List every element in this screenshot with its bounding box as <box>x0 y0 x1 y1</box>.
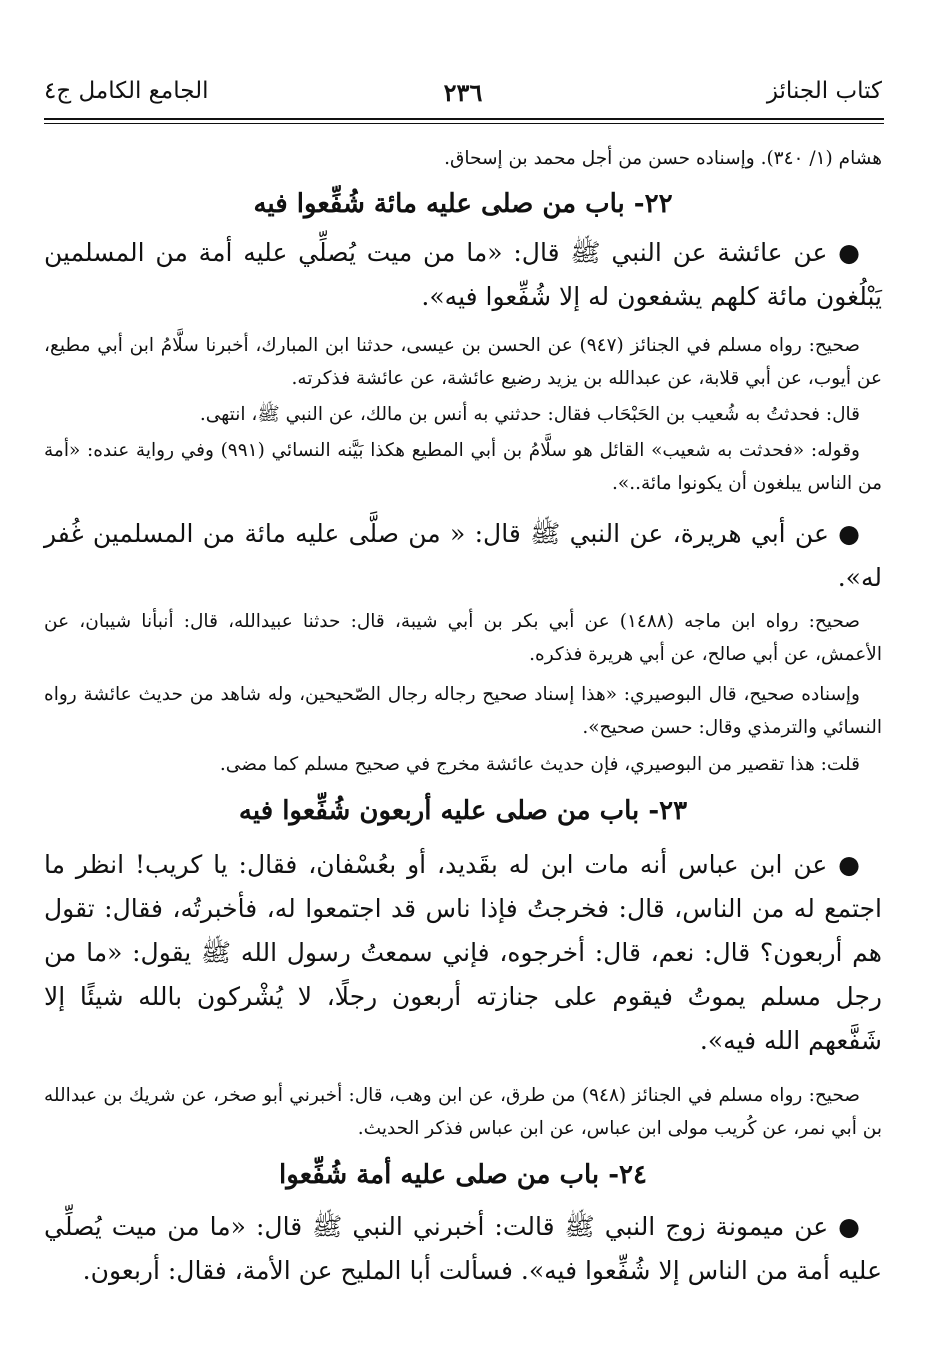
continuation-text: هشام (١/ ٣٤٠). وإسناده حسن من أجل محمد بن إسحاق. <box>444 148 882 169</box>
takhrij-note: صحيح: رواه مسلم في الجنائز (٩٤٧) عن الحسن بن عيسى، حدثنا ابن المبارك، أخبرنا سلَّامُ ابن أبي مطيع، عن أيوب، عن أبي قلابة، عن عبدالله بن يزيد رضيع عائشة، عن عائشة فذكرته. <box>44 335 882 389</box>
section-heading-22: ٢٢- باب من صلى عليه مائة شُفِّعوا فيه <box>253 189 673 219</box>
page-body <box>44 140 882 1293</box>
header-rule <box>44 118 884 120</box>
header-rule-thin <box>44 123 884 124</box>
book-title: الجامع الكامل ج٤ <box>44 78 209 104</box>
chapter-title: كتاب الجنائز <box>766 78 882 104</box>
hadith-text: ● عن ابن عباس أنه مات ابن له بقَديد، أو بعُسْفان، فقال: يا كريب! انظر ما اجتمع له من الناس، قال: فخرجتُ فإذا ناس قد اجتمعوا له، فأخبرتُه، فقال: تقول هم أربعون؟ قال: نعم، قال: أخرجوه، فإني سمعتُ رسول الله ﷺ يقول: «ما من رجل مسلم يموتُ فيقوم على جنازته أربعون رجلًا، لا يُشْركون بالله شيئًا إلا شَفَّعهم الله فيه». <box>44 850 882 1055</box>
takhrij-note: قال: فحدثتُ به شُعيب بن الحَبْحَاب فقال: حدثني به أنس بن مالك، عن النبي ﷺ، انتهى. <box>199 404 860 425</box>
takhrij-note: وإسناده صحيح، قال البوصيري: «هذا إسناد صحيح رجاله رجال الصّحيحين، وله شاهد من حديث عائشة رواه النسائي والترمذي وقال: حسن صحيح». <box>44 684 882 738</box>
hadith-text: ● عن أبي هريرة، عن النبي ﷺ قال: « من صلَّى عليه مائة من المسلمين غُفر له». <box>44 519 882 592</box>
section-heading-24: ٢٤- باب من صلى عليه أمة شُفِّعوا <box>279 1160 647 1190</box>
hadith-text: ● عن عائشة عن النبي ﷺ قال: «ما من ميت يُصلِّي عليه أمة من المسلمين يَبْلُغون مائة كلهم يشفعون له إلا شُفِّعوا فيه». <box>44 238 882 311</box>
page-number: ٢٣٦ <box>443 78 483 107</box>
hadith-text: ● عن ميمونة زوج النبي ﷺ قالت: أخبرني النبي ﷺ قال: «ما من ميت يُصلِّي عليه أمة من الناس إلا شُفِّعوا فيه». فسألت أبا المليح عن الأمة، فقال: أربعون. <box>44 1212 882 1285</box>
takhrij-note: صحيح: رواه مسلم في الجنائز (٩٤٨) من طرق، عن ابن وهب، قال: أخبرني أبو صخر، عن شريك بن عبدالله بن أبي نمر، عن كُريب مولى ابن عباس، عن ابن عباس فذكر الحديث. <box>44 1085 882 1139</box>
page-header <box>44 72 882 112</box>
section-heading-23: ٢٣- باب من صلى عليه أربعون شُفِّعوا فيه <box>238 796 688 826</box>
takhrij-note: قلت: هذا تقصير من البوصيري، فإن حديث عائشة مخرج في صحيح مسلم كما مضى. <box>219 754 860 775</box>
takhrij-note: صحيح: رواه ابن ماجه (١٤٨٨) عن أبي بكر بن أبي شيبة، قال: حدثنا عبيدالله، قال: أنبأنا شيبان، عن الأعمش، عن أبي صالح، عن أبي هريرة فذكره. <box>44 611 882 665</box>
takhrij-note: وقوله: «فحدثت به شعيب» القائل هو سلَّامُ بن أبي المطيع هكذا بَيَّنه النسائي (٩٩١) وفي رواية عنده: «أمة من الناس يبلغون أن يكونوا مائة..». <box>44 440 882 494</box>
